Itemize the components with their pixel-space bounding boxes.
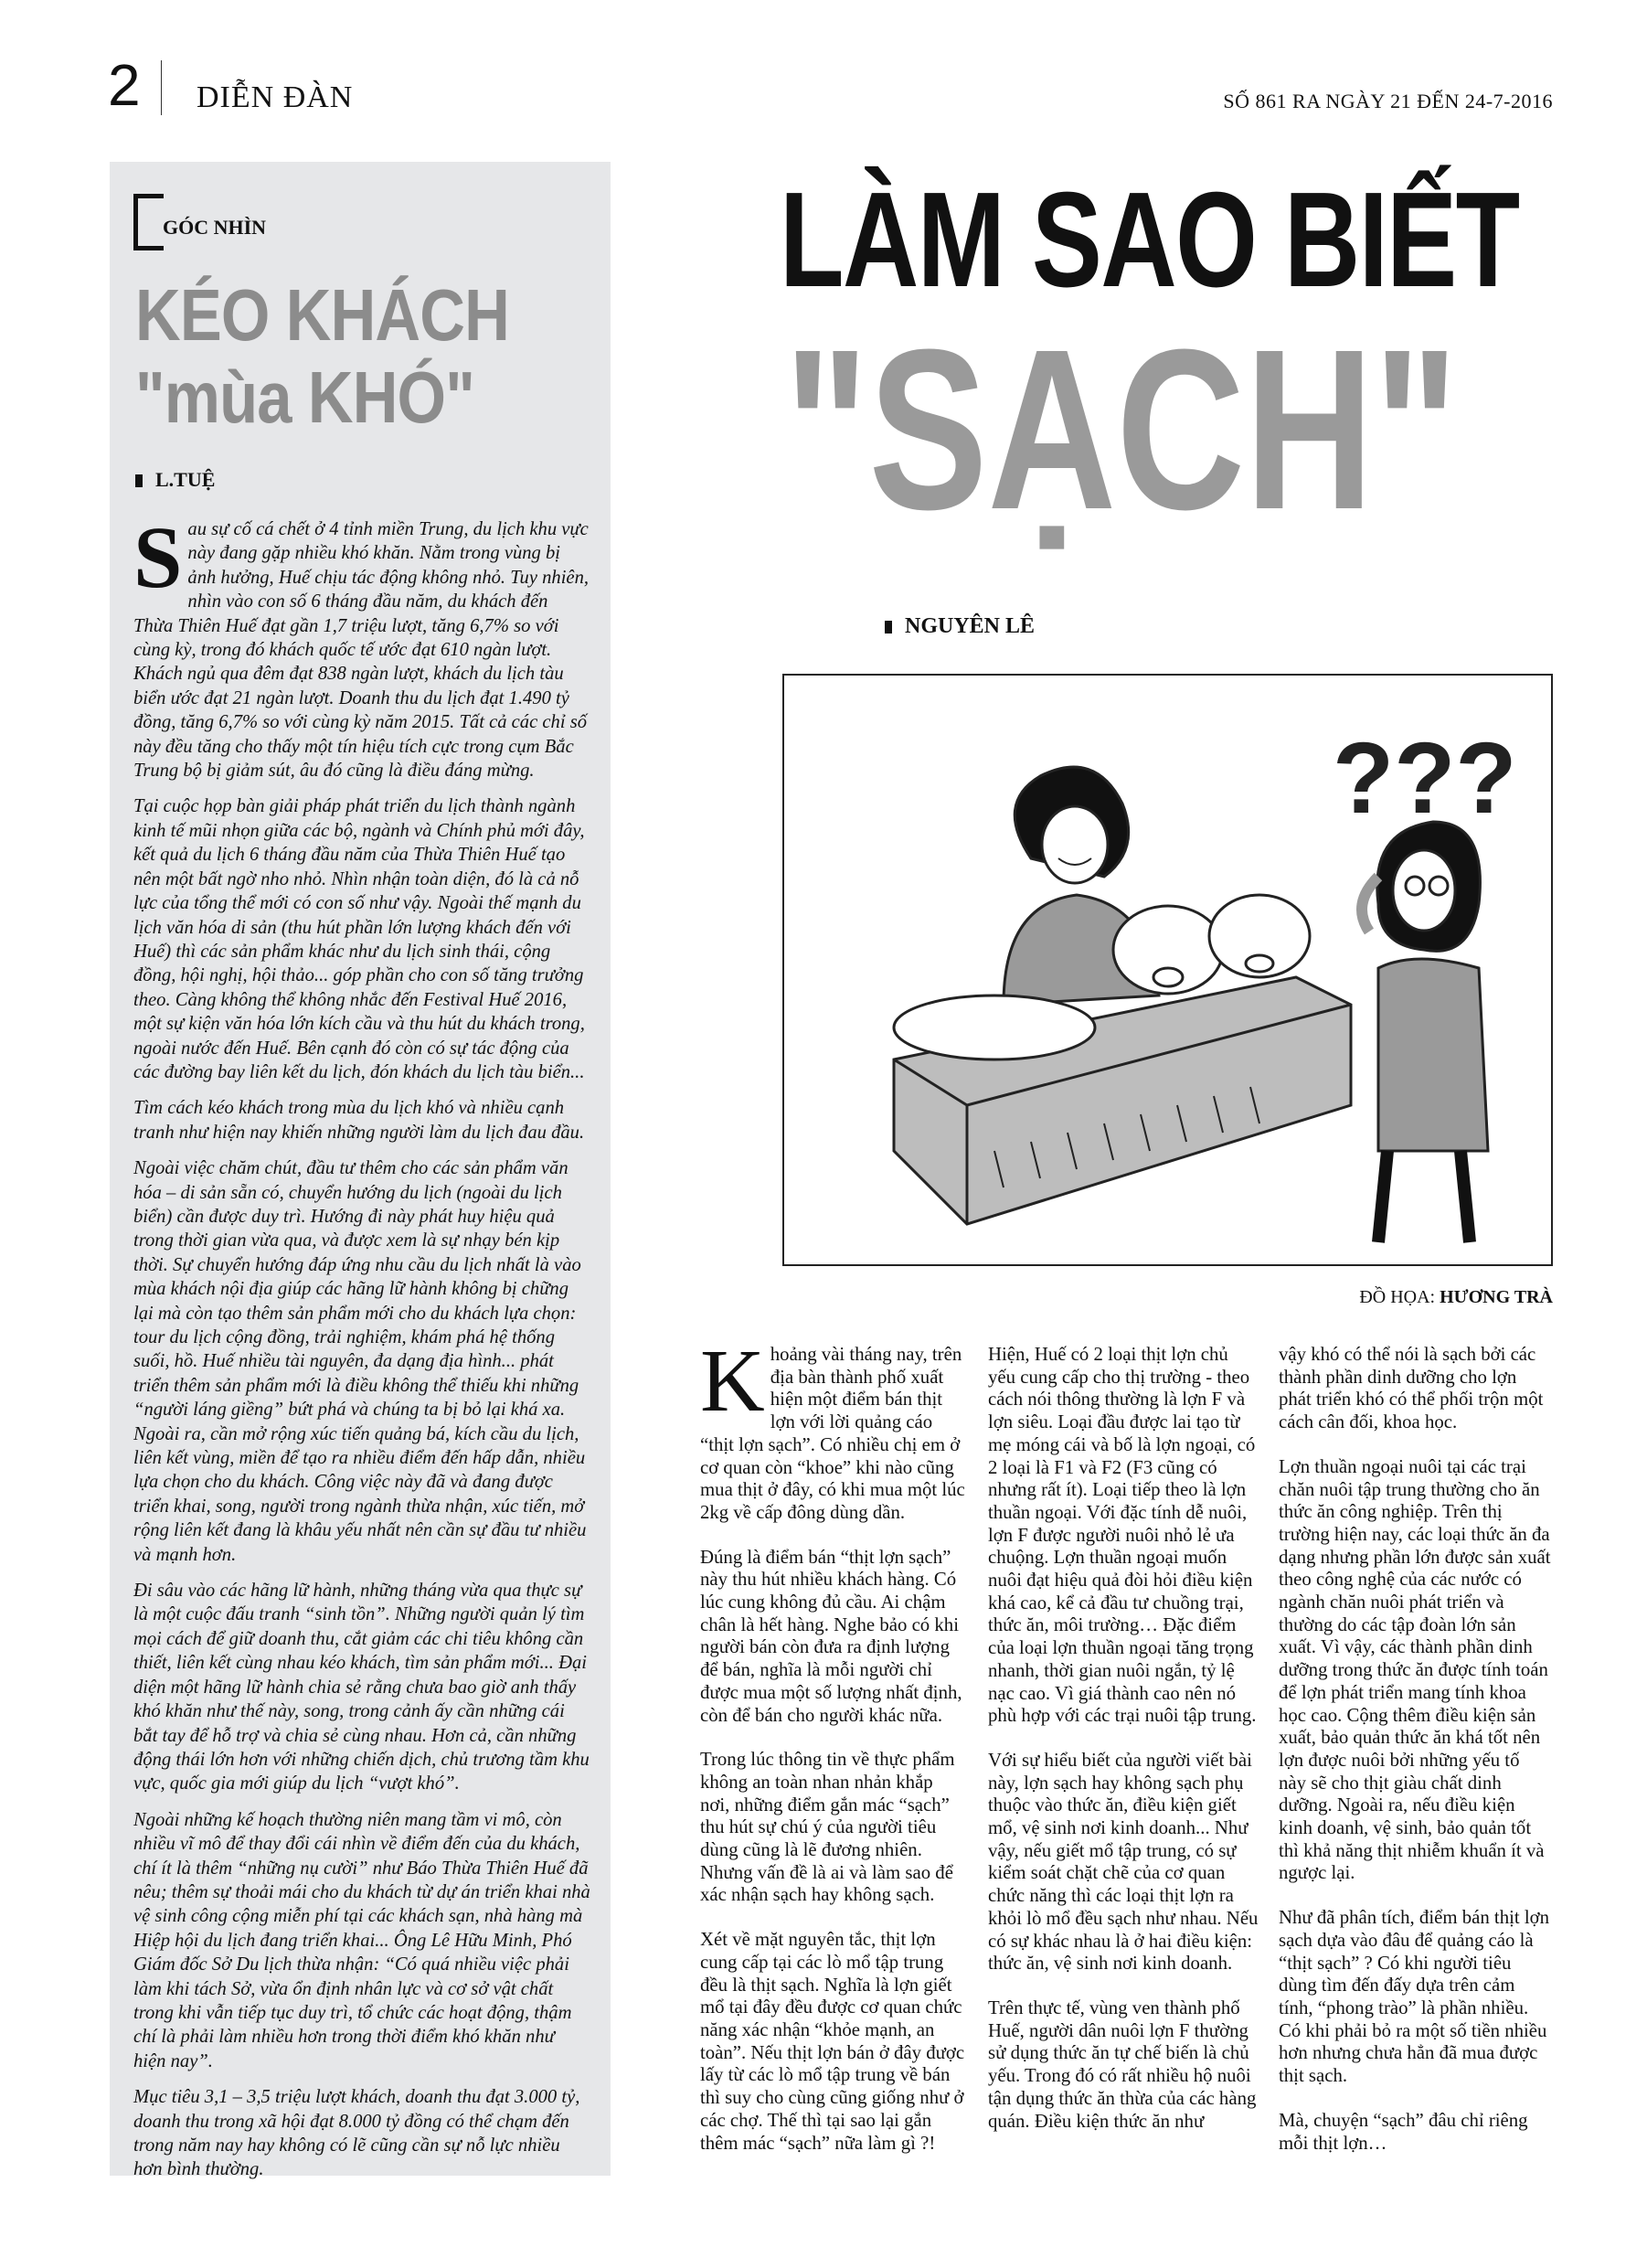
article-byline	[885, 614, 1035, 639]
illustration-credit	[1359, 1287, 1553, 1308]
kicker-label: GÓC NHÌN	[163, 216, 267, 239]
section-name: DIỄN ĐÀN	[197, 80, 354, 114]
article-column-3	[1279, 1344, 1551, 2177]
illustration-drawing	[784, 676, 1551, 1264]
drop-cap: K	[700, 1332, 765, 1431]
article-title: LÀM SAO BIẾT	[780, 165, 1519, 315]
paragraph: Khoảng vài tháng nay, trên địa bàn thành phố xuất hiện một điểm bán thịt lợn với lời quảng cáo “thịt lợn sạch”. Có nhiều chị em ở cơ quan còn “khoe” khi nào cũng mua thịt ở đây, có khi mua một lúc 2kg về cấp đông dùng dần.	[700, 1332, 965, 1523]
sidebar-byline	[135, 468, 215, 492]
paragraph: Trên thực tế, vùng ven thành phố Huế, người dân nuôi lợn F thường sử dụng thức ăn tự chế biến là chủ yếu. Trong đó có rất nhiều hộ nuôi tận dụng thức ăn thừa của các hàng quán. Điều kiện thức ăn như	[988, 1996, 1257, 2132]
header-divider	[161, 60, 162, 115]
paragraph: Như đã phân tích, điểm bán thịt lợn sạch dựa vào đâu để quảng cáo là “thịt sạch” ? Có khi người tiêu dùng tìm đến đấy dựa trên cảm tính, “phong trào” là phần nhiều. Có khi phải bỏ ra một số tiền nhiều hơn nhưng chưa hẳn đã mua được thịt sạch.	[1279, 1907, 1550, 2087]
issue-info: SỐ 861 RA NGÀY 21 ĐẾN 24-7-2016	[1223, 90, 1553, 112]
bullet-square-icon	[135, 474, 143, 487]
question-marks: ???	[1333, 722, 1517, 835]
article-column-1	[700, 1332, 967, 2177]
bullet-square-icon	[885, 621, 892, 634]
sidebar-author: L.TUỆ	[155, 468, 216, 491]
sidebar-title-line1: KÉO KHÁCH	[135, 274, 509, 356]
sidebar-title-line2: "mùa KHÓ"	[135, 357, 474, 438]
paragraph: Sau sự cố cá chết ở 4 tỉnh miền Trung, du lịch khu vực này đang gặp nhiều khó khăn. Nằm trong vùng bị ảnh hưởng, Huế chịu tác động không nhỏ. Tuy nhiên, nhìn vào con số 6 tháng đầu năm, du khách đến Thừa Thiên Huế đạt gần 1,7 triệu lượt, tăng 6,7% so với cùng kỳ, trong đó khách quốc tế ước đạt 610 ngàn lượt. Khách ngủ qua đêm đạt 838 ngàn lượt, khách du lịch tàu biển ước đạt 21 ngàn lượt. Doanh thu du lịch đạt 1.490 tỷ đồng, tăng 6,7% so với cùng kỳ năm 2015. Tất cả các chỉ số này đều tăng cho thấy một tín hiệu tích cực trong cụm Bắc Trung bộ bị giảm sút, âu đó cũng là điều đáng mừng.	[133, 508, 590, 782]
sidebar-title	[135, 274, 509, 439]
sidebar-body	[133, 508, 590, 2194]
paragraph: Với sự hiểu biết của người viết bài này, lợn sạch hay không sạch phụ thuộc vào thức ăn, điều kiện giết mổ, vệ sinh nơi kinh doanh... Như vậy, nếu giết mổ tập trung, có sự kiểm soát chặt chẽ của cơ quan chức năng thì các loại thịt lợn ra khỏi lò mổ đều sạch như nhau. Nếu có sự khác nhau là ở hai điều kiện: thức ăn, vệ sinh nơi kinh doanh.	[988, 1749, 1259, 1975]
kicker-bracket-icon	[133, 194, 164, 250]
article-title-highlight: "SẠCH"	[784, 302, 1459, 557]
illustration	[782, 674, 1553, 1266]
paragraph: Đi sâu vào các hãng lữ hành, những tháng vừa qua thực sự là một cuộc đấu tranh “sinh tồn”. Những người quản lý tìm mọi cách để giữ doanh thu, cắt giảm các chi tiêu không cần thiết, liên kết cùng nhau kéo khách, tìm sản phẩm mới... Đại diện một hãng lữ hành chia sẻ rằng chưa bao giờ anh thấy khó khăn như thế này, song, trong cảnh ấy cần những cái bắt tay để hỗ trợ và chia sẻ cùng nhau. Hơn cả, cần những động thái lớn hơn với những chiến dịch, chủ trương tầm khu vực, quốc gia mới giúp du lịch “vượt khó”.	[133, 1581, 590, 1794]
article-column-2	[988, 1344, 1259, 2155]
paragraph: Mà, chuyện “sạch” đâu chỉ riêng mỗi thịt lợn…	[1279, 2109, 1528, 2154]
credit-label: ĐỒ HỌA:	[1359, 1287, 1440, 1307]
page-number: 2	[108, 52, 141, 118]
paragraph: Xét về mặt nguyên tắc, thịt lợn cung cấp tại các lò mổ tập trung đều là thịt sạch. Nghĩa là lợn giết mổ tại đây đều được cơ quan chức năng xác nhận “khỏe mạnh, an toàn”. Nếu thịt lợn bán ở đây được lấy từ các lò mổ tập trung về bán thì suy cho cùng cũng giống như ở các chợ. Thế thì tại sao lại gắn thêm mác “sạch” nữa làm gì ?!	[700, 1929, 965, 2154]
paragraph: Trong lúc thông tin về thực phẩm không an toàn nhan nhản khắp nơi, những điểm gắn mác “sạch” thu hút sự chú ý của người tiêu dùng cũng là lẽ đương nhiên. Nhưng vấn đề là ai và làm sao để xác nhận sạch hay không sạch.	[700, 1749, 955, 1906]
paragraph: Đúng là điểm bán “thịt lợn sạch” này thu hút nhiều khách hàng. Có lúc cung không đủ cầu. Ai chậm chân là hết hàng. Nghe bảo có khi người bán còn đưa ra định lượng để bán, nghĩa là mỗi người chỉ được mua một số lượng nhất định, còn để bán cho người khác nữa.	[700, 1546, 962, 1726]
paragraph: vậy khó có thể nói là sạch bởi các thành phần dinh dưỡng cho lợn phát triển khó có thể phối trộn một cách cân đối, khoa học.	[1279, 1344, 1544, 1433]
paragraph: Ngoài những kế hoạch thường niên mang tầm vi mô, còn nhiều vĩ mô để thay đổi cái nhìn về điểm đến của du khách, chí ít là thêm “những nụ cười” như Báo Thừa Thiên Huế đã nêu; thêm sự thoải mái cho du khách từ dự án triển khai nhà vệ sinh công cộng miễn phí tại các khách sạn, nhà hàng mà Hiệp hội du lịch đang triển khai... Ông Lê Hữu Minh, Phó Giám đốc Sở Du lịch thừa nhận: “Có quá nhiều việc phải làm khi tách Sở, vừa ổn định nhân lực và cơ sở vật chất trong khi vẫn tiếp tục duy trì, tổ chức các hoạt động, thậm chí là phải làm nhiều hơn trong thời điểm khó khăn như hiện nay”.	[133, 1809, 590, 2071]
paragraph: Mục tiêu 3,1 – 3,5 triệu lượt khách, doanh thu đạt 3.000 tỷ, doanh thu trong xã hội đạt 8.000 tỷ đồng có thể chạm đến trong năm nay hay không có lẽ cũng cần sự nỗ lực nhiều hơn bình thường.	[133, 2087, 580, 2180]
paragraph: Tại cuộc họp bàn giải pháp phát triển du lịch thành ngành kinh tế mũi nhọn giữa các bộ, ngành và Chính phủ mới đây, kết quả du lịch 6 tháng đầu năm của Thừa Thiên Huế tạo nên một bất ngờ nho nhỏ. Nhìn nhận toàn diện, đó là cả nỗ lực của tổng thể mới có con số như vậy. Ngoài thế mạnh du lịch văn hóa di sản (thu hút phần lớn lượng khách đến với Huế) thì các sản phẩm khác như du lịch sinh thái, cộng đồng, hội nghị, hội thảo... góp phần cho con số tăng trưởng theo. Càng không thể không nhắc đến Festival Huế 2016, một sự kiện văn hóa lớn kích cầu và thu hút du khách trong, ngoài nước đến Huế. Bên cạnh đó còn có sự tác động của các đường bay liên kết du lịch, đón khách du lịch tàu biển...	[133, 796, 585, 1082]
paragraph: Ngoài việc chăm chút, đầu tư thêm cho các sản phẩm văn hóa – di sản sẵn có, chuyển hướng du lịch (ngoài du lịch biển) cần được duy trì. Hướng đi này phát huy hiệu quả trong thời gian vừa qua, và được xem là sự nhạy bén kịp thời. Sự chuyển hướng đáp ứng nhu cầu du lịch nhất là vào mùa khách nội địa giúp các hãng lữ hành không bị chững lại mà còn tạo thêm sản phẩm mới cho du khách lựa chọn: tour du lịch cộng đồng, trải nghiệm, khám phá hệ thống suối, hồ. Huế nhiều tài nguyên, đa dạng địa hình... phát triển thêm sản phẩm mới là điều không thể thiếu khi những “người láng giềng” bứt phá và chúng ta bị bỏ lại khá xa. Ngoài ra, cần mở rộng xúc tiến quảng bá, kích cầu du lịch, liên kết vùng, miền để tạo ra nhiều điểm đến hấp dẫn, nhiều lựa chọn cho du khách. Công việc này đã và đang được triển khai, song, người trong ngành thừa nhận, xúc tiến, mở rộng liên kết đang là khâu yếu nhất nên cần sự đầu tư nhiều và mạnh hơn.	[133, 1158, 587, 1565]
paragraph: Lợn thuần ngoại nuôi tại các trại chăn nuôi tập trung thường cho ăn thức ăn công nghiệp. Trên thị trường hiện nay, các loại thức ăn đa dạng nhưng phần lớn được sản xuất theo công nghệ của các nước có ngành chăn nuôi phát triển và thường do các tập đoàn lớn sản xuất. Vì vậy, các thành phần dinh dưỡng trong thức ăn được tính toán để lợn phát triển mang tính khoa học cao. Cộng thêm điều kiện sản xuất, bảo quản thức ăn khá tốt nên lợn được nuôi bởi những yếu tố này sẽ cho thịt giàu chất dinh dưỡng. Ngoài ra, nếu điều kiện kinh doanh, vệ sinh, bảo quản tốt thì khả năng thịt nhiễm khuẩn ít và ngược lại.	[1279, 1455, 1551, 1884]
paragraph: Hiện, Huế có 2 loại thịt lợn chủ yếu cung cấp cho thị trường - theo cách nói thông thường là lợn F và lợn siêu. Loại đầu được lai tạo từ mẹ móng cái và bố là lợn ngoại, có 2 loại là F1 và F2 (F3 cũng có nhưng rất ít). Loại tiếp theo là lợn thuần ngoại. Với đặc tính dễ nuôi, lợn F được người nuôi nhỏ lẻ ưa chuộng. Lợn thuần ngoại muốn nuôi đạt hiệu quả đòi hỏi điều kiện khá cao, kể cả đầu tư chuồng trại, thức ăn, môi trường… Đặc điểm của loại lợn thuần ngoại tăng trọng nhanh, thời gian nuôi ngắn, tỷ lệ nạc cao. Vì giá thành cao nên nó phù hợp với các trại nuôi tập trung.	[988, 1344, 1257, 1727]
credit-name: HƯƠNG TRÀ	[1440, 1287, 1553, 1307]
paragraph: Tìm cách kéo khách trong mùa du lịch khó và nhiều cạnh tranh như hiện nay khiến những người làm du lịch đau đầu.	[133, 1098, 585, 1143]
drop-cap: S	[133, 508, 183, 606]
article-author: NGUYÊN LÊ	[905, 614, 1036, 638]
